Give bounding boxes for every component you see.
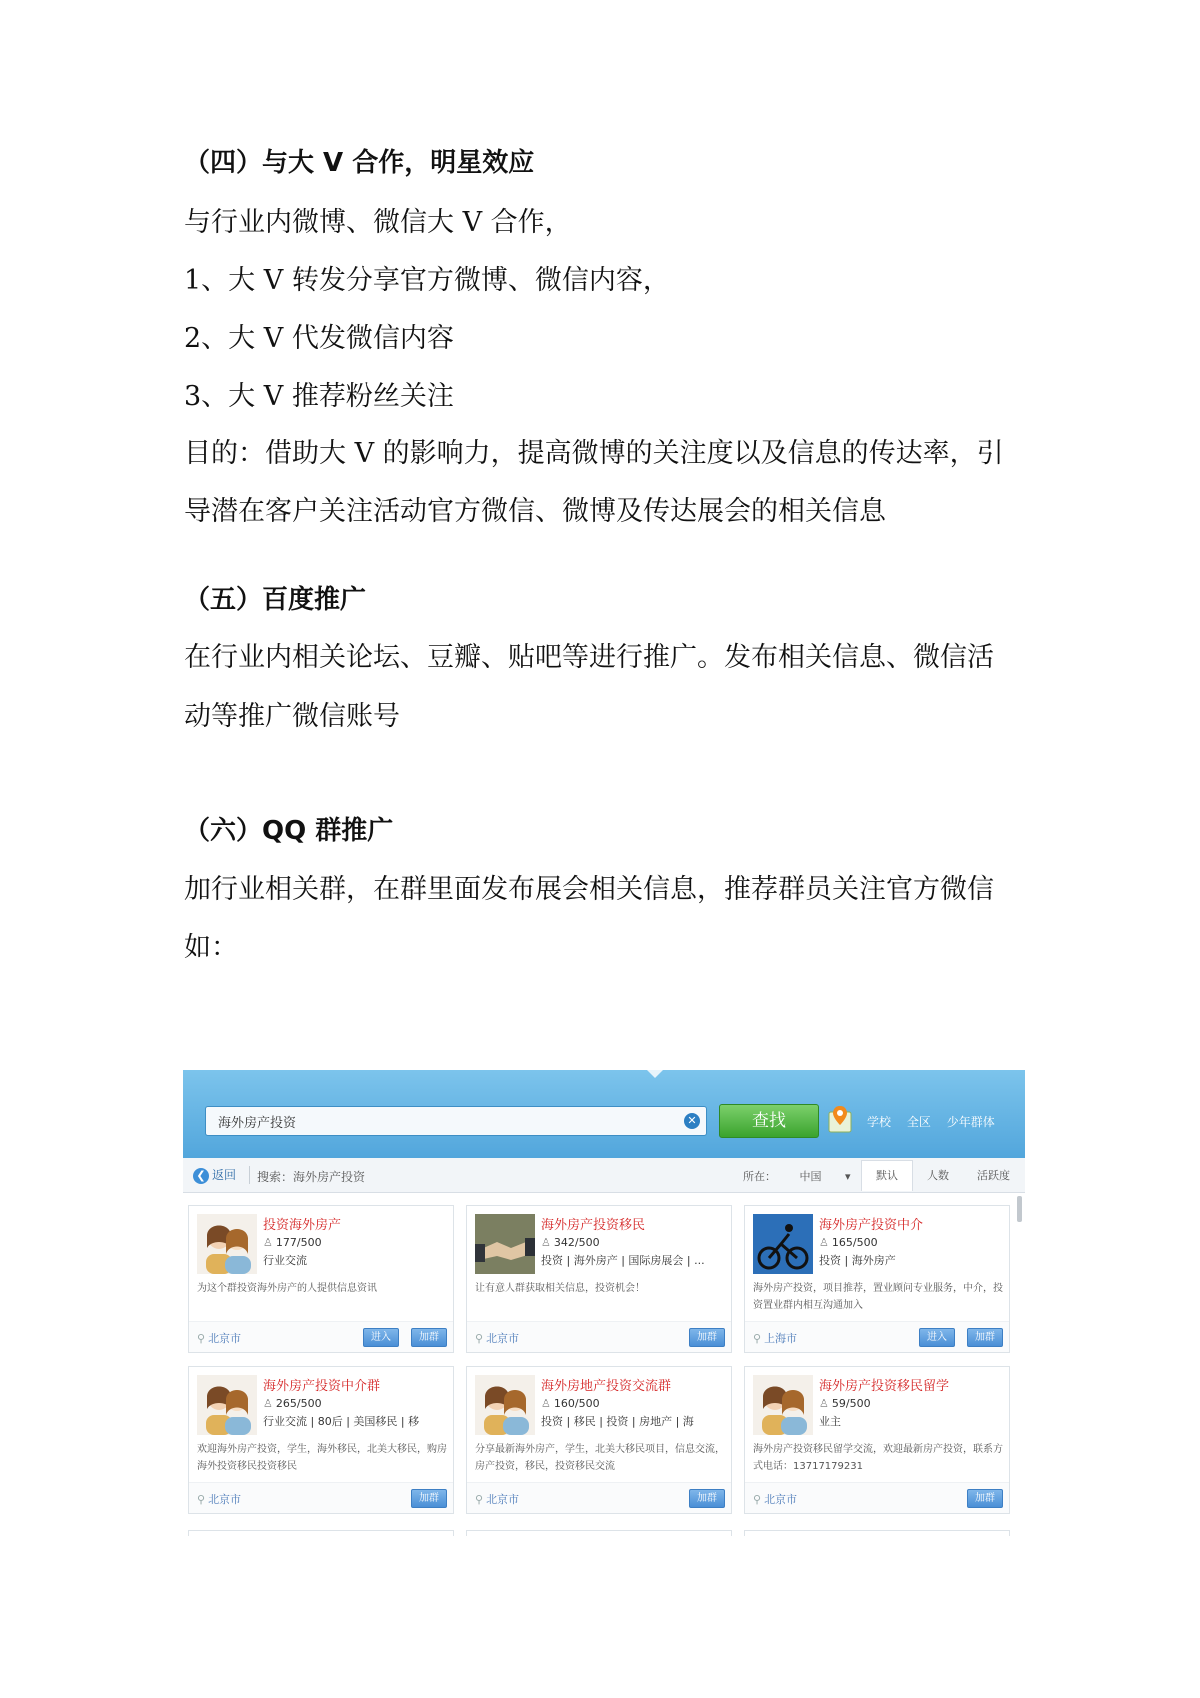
section4-purpose-line1: 目的：借助大 V 的影响力，提高微博的关注度以及信息的传达率，引: [184, 438, 1004, 469]
group-card[interactable]: [744, 1205, 1010, 1353]
join-button-label: 加群: [975, 1493, 995, 1504]
group-title[interactable]: 海外房产投资中介群: [263, 1379, 381, 1394]
top-links: [867, 1113, 1007, 1130]
join-button-label: 加群: [697, 1332, 717, 1343]
section6-body: 加行业相关群，在群里面发布展会相关信息，推荐群员关注官方微信: [184, 874, 994, 905]
group-description: 让有意人群获取相关信息，投资机会！: [475, 1283, 645, 1294]
card-footer: [189, 1482, 453, 1513]
member-count-value: 342/500: [553, 1236, 600, 1249]
location-pin-icon: ⚲: [475, 1493, 484, 1506]
group-tags: 业主: [819, 1415, 841, 1428]
divider: [249, 1166, 250, 1184]
people-icon: ♙: [541, 1236, 551, 1249]
card-footer: [745, 1321, 1009, 1352]
group-location: [475, 1491, 519, 1507]
location-pin-icon: ⚲: [753, 1332, 762, 1345]
card-footer: [189, 1321, 453, 1352]
section5-body-line2: 动等推广微信账号: [184, 701, 400, 732]
section6-heading: （六）QQ 群推广: [184, 816, 394, 846]
group-description: 海外房产投资，项目推荐，置业顾问专业服务，中介，投资置业群内相互沟通加入: [753, 1283, 1003, 1311]
people-icon: ♙: [541, 1397, 551, 1410]
section4-item-2: 2、大 V 代发微信内容: [184, 323, 454, 354]
group-description: 分享最新海外房产，学生，北美大移民项目，信息交流，房产投资，移民，投资移民交流: [475, 1444, 725, 1472]
group-avatar[interactable]: [753, 1375, 813, 1435]
enter-button[interactable]: [363, 1328, 399, 1347]
group-tags: 投资 | 海外房产 | 国际房展会 | ...: [541, 1254, 705, 1267]
section4-purpose-line2: 导潜在客户关注活动官方微信、微博及传达展会的相关信息: [184, 496, 886, 527]
join-group-button[interactable]: [411, 1489, 447, 1508]
member-count-value: 59/500: [831, 1397, 871, 1410]
group-card[interactable]: [466, 1366, 732, 1514]
section5-body-line1: 在行业内相关论坛、豆瓣、贴吧等进行推广。发布相关信息、微信活: [184, 642, 994, 673]
group-avatar[interactable]: [475, 1375, 535, 1435]
group-location-value: 北京市: [486, 1332, 520, 1345]
people-icon: ♙: [263, 1236, 273, 1249]
member-count-value: 265/500: [275, 1397, 322, 1410]
join-button-label: 加群: [419, 1493, 439, 1504]
group-location-value: 北京市: [208, 1332, 242, 1345]
top-link-3[interactable]: 少年群体: [946, 1115, 995, 1129]
member-count: [819, 1236, 878, 1249]
search-input[interactable]: [205, 1106, 707, 1136]
tab-members[interactable]: 人数: [927, 1169, 949, 1182]
location-filter[interactable]: [743, 1168, 871, 1184]
next-row-card-stub: [466, 1530, 732, 1536]
location-pin-icon: ⚲: [197, 1332, 206, 1345]
group-title[interactable]: 海外房产投资中介: [819, 1218, 924, 1233]
section4-item-1: 1、大 V 转发分享官方微博、微信内容，: [184, 265, 670, 296]
group-description: 欢迎海外房产投资，学生，海外移民，北美大移民，购房海外投资移民投资移民: [197, 1444, 447, 1472]
map-pin-icon[interactable]: [827, 1104, 853, 1134]
group-card[interactable]: [188, 1366, 454, 1514]
group-avatar[interactable]: [475, 1214, 535, 1274]
tab-default[interactable]: 默认: [861, 1160, 913, 1191]
member-count-value: 177/500: [275, 1236, 322, 1249]
card-footer: [745, 1482, 1009, 1513]
group-title[interactable]: 投资海外房产: [263, 1218, 342, 1233]
enter-button-label: 进入: [927, 1332, 947, 1343]
member-count-value: 165/500: [831, 1236, 878, 1249]
group-location-value: 北京市: [764, 1493, 798, 1506]
group-tags: 行业交流 | 80后 | 美国移民 | 移: [263, 1415, 420, 1428]
search-input-value: 海外房产投资: [218, 1116, 297, 1131]
section6-example: 如：: [184, 932, 238, 963]
card-footer: [467, 1482, 731, 1513]
join-group-button[interactable]: [689, 1489, 725, 1508]
section5-heading: （五）百度推广: [184, 585, 367, 615]
group-tags: 投资 | 海外房产: [819, 1254, 896, 1267]
header-notch: [647, 1070, 663, 1078]
group-location: [197, 1330, 241, 1346]
back-label: 返回: [212, 1168, 237, 1182]
sort-tabs: [861, 1160, 1024, 1192]
breadcrumb: 搜索：海外房产投资: [257, 1170, 366, 1184]
group-location-value: 北京市: [208, 1493, 242, 1506]
tab-activity[interactable]: 活跃度: [977, 1169, 1010, 1182]
group-avatar[interactable]: [753, 1214, 813, 1274]
join-button-label: 加群: [419, 1332, 439, 1343]
group-title[interactable]: 海外房产投资移民留学: [819, 1379, 950, 1394]
join-group-button[interactable]: [967, 1489, 1003, 1508]
group-title[interactable]: 海外房地产投资交流群: [541, 1379, 672, 1394]
people-icon: ♙: [819, 1397, 829, 1410]
group-title[interactable]: 海外房产投资移民: [541, 1218, 646, 1233]
location-pin-icon: ⚲: [475, 1332, 484, 1345]
chevron-down-icon[interactable]: ▾: [845, 1170, 851, 1183]
member-count-value: 160/500: [553, 1397, 600, 1410]
clear-icon[interactable]: ✕: [684, 1113, 700, 1129]
member-count: [263, 1236, 322, 1249]
group-location-value: 上海市: [764, 1332, 798, 1345]
group-location: [197, 1491, 241, 1507]
top-link-2[interactable]: 全区: [906, 1115, 931, 1129]
section4-heading: （四）与大 V 合作，明星效应: [184, 148, 535, 178]
group-location-value: 北京市: [486, 1493, 520, 1506]
join-button-label: 加群: [975, 1332, 995, 1343]
group-location: [753, 1491, 797, 1507]
member-count: [263, 1397, 322, 1410]
back-arrow-icon: ❮: [193, 1168, 209, 1184]
join-group-button[interactable]: [411, 1328, 447, 1347]
group-avatar[interactable]: [197, 1375, 257, 1435]
qq-group-search-screenshot: [183, 1070, 1025, 1536]
top-link-1[interactable]: 学校: [867, 1115, 892, 1129]
member-count: [541, 1397, 600, 1410]
group-avatar[interactable]: [197, 1214, 257, 1274]
scrollbar[interactable]: [1017, 1196, 1022, 1222]
location-pin-icon: ⚲: [197, 1493, 206, 1506]
group-location: [753, 1330, 797, 1346]
location-pin-icon: ⚲: [753, 1493, 762, 1506]
card-footer: [467, 1321, 731, 1352]
group-tags: 行业交流: [263, 1254, 307, 1267]
people-icon: ♙: [819, 1236, 829, 1249]
join-group-button[interactable]: [689, 1328, 725, 1347]
qq-header: [183, 1070, 1025, 1158]
enter-button-label: 进入: [371, 1332, 391, 1343]
next-row-card-stub: [744, 1530, 1010, 1536]
join-button-label: 加群: [697, 1493, 717, 1504]
group-tags: 投资 | 移民 | 投资 | 房地产 | 海: [541, 1415, 694, 1428]
join-group-button[interactable]: [967, 1328, 1003, 1347]
filter-bar: [183, 1158, 1025, 1193]
location-label: 所在：: [743, 1170, 776, 1183]
find-button[interactable]: 查找: [719, 1104, 819, 1138]
people-icon: ♙: [263, 1397, 273, 1410]
section4-item-3: 3、大 V 推荐粉丝关注: [184, 381, 454, 412]
location-value[interactable]: 中国: [799, 1170, 822, 1183]
next-row-card-stub: [188, 1530, 454, 1536]
enter-button[interactable]: [919, 1328, 955, 1347]
section4-intro: 与行业内微博、微信大 V 合作，: [184, 207, 572, 238]
member-count: [541, 1236, 600, 1249]
group-card[interactable]: [466, 1205, 732, 1353]
back-button[interactable]: [193, 1166, 236, 1184]
group-card[interactable]: [744, 1366, 1010, 1514]
member-count: [819, 1397, 871, 1410]
group-card[interactable]: [188, 1205, 454, 1353]
group-description: 为这个群投资海外房产的人提供信息资讯: [197, 1283, 377, 1294]
group-location: [475, 1330, 519, 1346]
group-description: 海外房产投资移民留学交流，欢迎最新房产投资，联系方式电话：13717179231: [753, 1444, 1003, 1472]
